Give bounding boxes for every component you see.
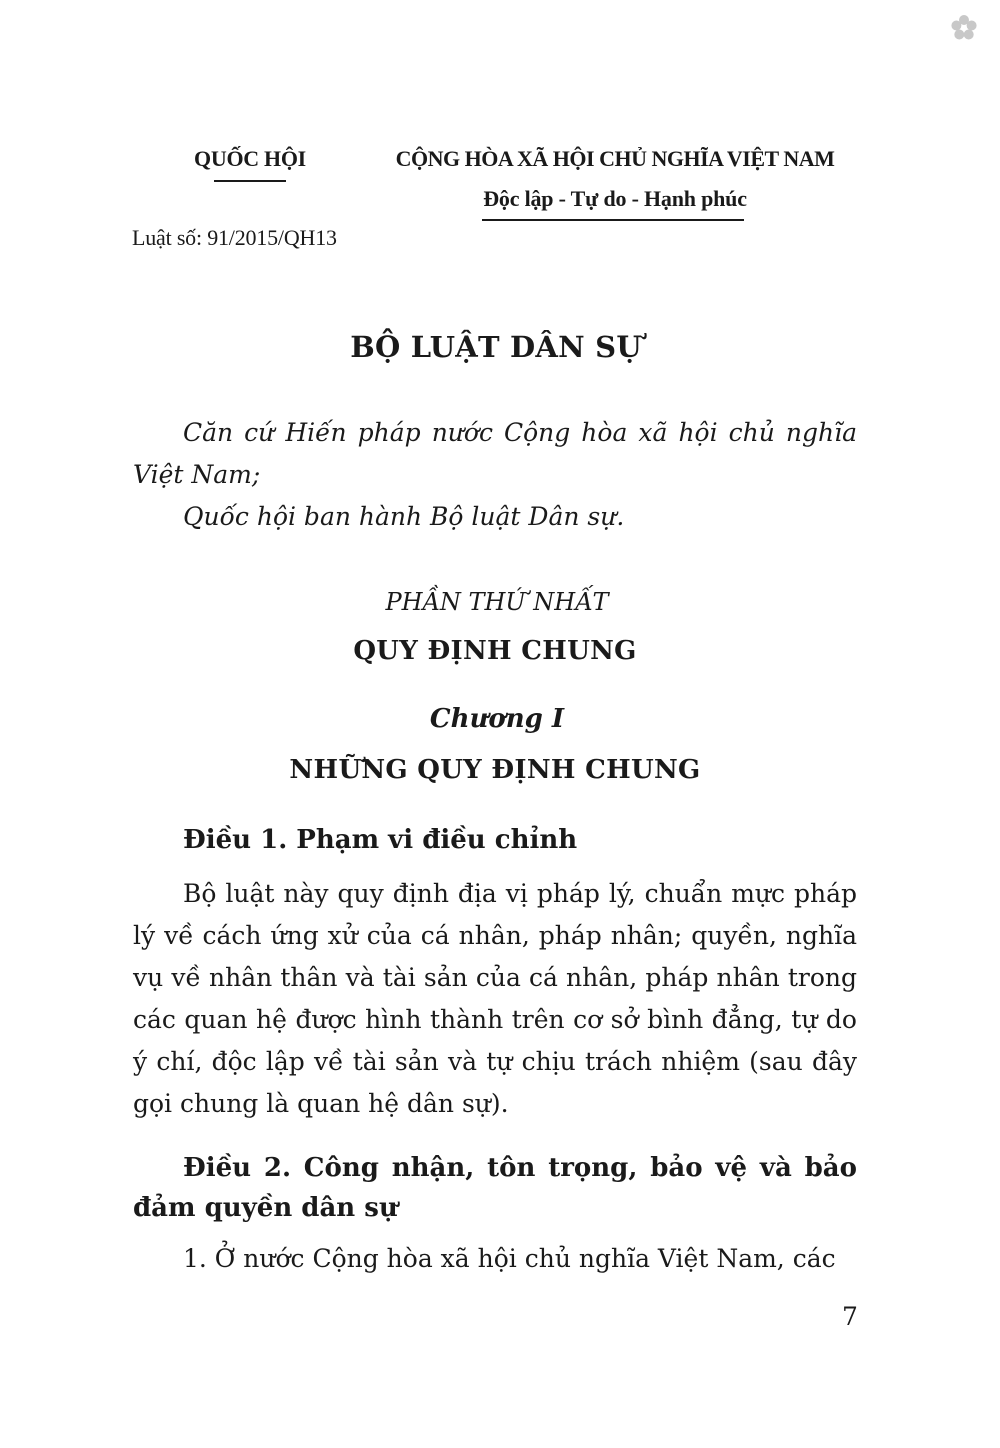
article-2-body	[133, 1238, 857, 1280]
national-motto: Độc lập - Tự do - Hạnh phúc	[483, 186, 747, 211]
issuer-underline	[214, 180, 286, 182]
law-number: Luật số: 91/2015/QH13	[132, 225, 337, 250]
article-2-heading: Điều 2. Công nhận, tôn trọng, bảo vệ và bảo đảm quyền dân sự	[133, 1153, 857, 1223]
preamble-line-2: Quốc hội ban hành Bộ luật Dân sự.	[183, 502, 625, 531]
article-1-paragraph: Bộ luật này quy định địa vị pháp lý, chuẩn mực pháp lý về cách ứng xử của cá nhân, pháp nhân; quyền, nghĩa vụ về nhân thân và tài sản của cá nhân, pháp nhân trong các quan hệ được hình thành trên cơ sở bình đẳng, tự do ý chí, độc lập về tài sản và tự chịu trách nhiệm (sau đây gọi chung là quan hệ dân sự).	[133, 879, 857, 1118]
flower-emblem-icon	[950, 14, 978, 42]
preamble	[133, 412, 857, 538]
article-1-body	[133, 873, 857, 1125]
chapter-label: Chương I	[429, 704, 565, 734]
page-number: 7	[842, 1302, 858, 1331]
document-title: BỘ LUẬT DÂN SỰ	[350, 330, 642, 364]
article-2-paragraph: 1. Ở nước Cộng hòa xã hội chủ nghĩa Việt Nam, các	[183, 1244, 836, 1273]
part-title: QUY ĐỊNH CHUNG	[353, 636, 637, 666]
preamble-line-1: Căn cứ Hiến pháp nước Cộng hòa xã hội chủ nghĩa Việt Nam;	[133, 418, 857, 489]
nation-name: CỘNG HÒA XÃ HỘI CHỦ NGHĨA VIỆT NAM	[395, 146, 835, 171]
issuer-name: QUỐC HỘI	[194, 146, 306, 171]
motto-underline	[482, 219, 744, 221]
part-label: PHẦN THỨ NHẤT	[385, 588, 609, 616]
article-1-heading: Điều 1. Phạm vi điều chỉnh	[183, 825, 578, 855]
chapter-title: NHỮNG QUY ĐỊNH CHUNG	[289, 755, 701, 785]
